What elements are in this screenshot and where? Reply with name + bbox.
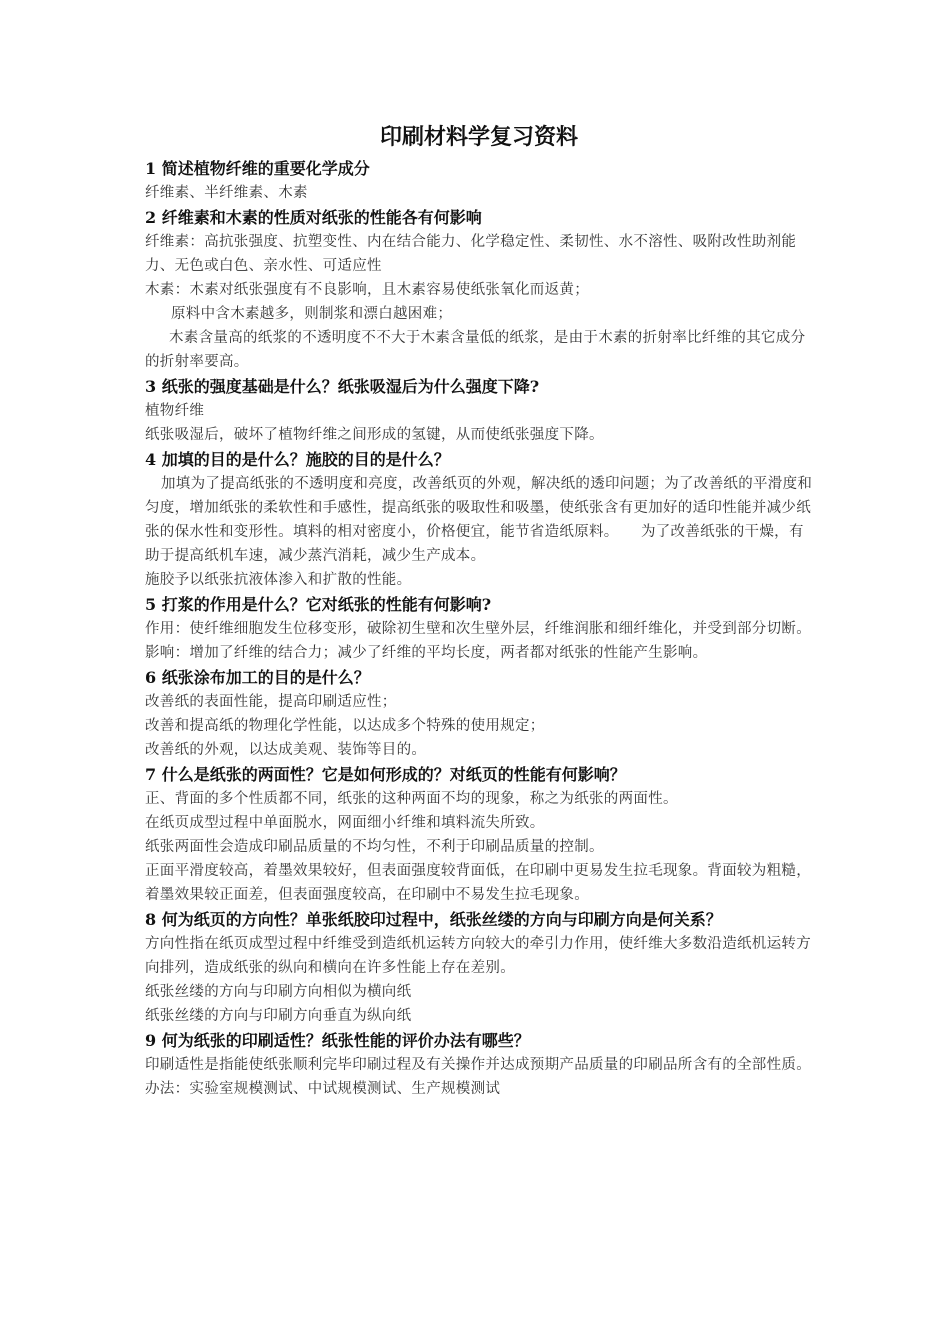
answer-paragraph: 纤维素、半纤维素、木素: [145, 185, 308, 201]
answer-paragraph: 加填为了提高纸张的不透明度和亮度，改善纸页的外观，解决纸的透印问题；为了改善纸的平滑度和匀度，增加纸张的柔软性和手感性，提高纸张的吸取性和吸墨，使纸张含有更加好的适印性能并减少纸张的保水性和变形性。填料的相对密度小，价格便宜，能节省造纸原料。 为了改善纸张的干燥，有助于提高纸机车速，减少蒸汽消耗，减少生产成本。: [145, 476, 813, 564]
question-section: [145, 156, 813, 205]
question-section: [145, 907, 813, 1028]
document-content: [145, 118, 813, 1101]
question-heading: 8 何为纸页的方向性？单张纸胶印过程中，纸张丝缕的方向与印刷方向是何关系？: [145, 910, 722, 929]
answer-paragraph: 木素：木素对纸张强度有不良影响，且木素容易使纸张氧化而返黄；: [145, 282, 589, 298]
question-section: [145, 665, 813, 762]
question-section: [145, 205, 813, 374]
answer-paragraph: 改善纸的表面性能，提高印刷适应性；: [145, 694, 397, 710]
question-heading: 5 打浆的作用是什么？它对纸张的性能有何影响?: [145, 595, 492, 614]
question-section: [145, 592, 813, 665]
answer-paragraph: 改善纸的外观，以达成美观、装饰等目的。: [145, 742, 427, 758]
question-heading: 1 简述植物纤维的重要化学成分: [145, 159, 370, 178]
answer-paragraph: 印刷适性是指能使纸张顺利完毕印刷过程及有关操作并达成预期产品质量的印刷品所含有的全部性质。: [145, 1057, 811, 1073]
question-heading: 4 加填的目的是什么？施胶的目的是什么？: [145, 450, 450, 469]
question-section: [145, 374, 813, 447]
answer-paragraph: 作用：使纤维细胞发生位移变形，破除初生壁和次生壁外层，纤维润胀和细纤维化，并受到部分切断。: [145, 621, 811, 637]
answer-paragraph: 木素含量高的纸浆的不透明度不不大于木素含量低的纸浆，是由于木素的折射率比纤维的其它成分的折射率要高。: [145, 330, 806, 370]
question-heading: 6 纸张涂布加工的目的是什么？: [145, 668, 370, 687]
answer-paragraph: 正、背面的多个性质都不同，纸张的这种两面不均的现象，称之为纸张的两面性。: [145, 791, 678, 807]
question-heading: 2 纤维素和木素的性质对纸张的性能各有何影响: [145, 208, 482, 227]
question-section: [145, 447, 813, 592]
answer-paragraph: 方向性指在纸页成型过程中纤维受到造纸机运转方向较大的牵引力作用，使纤维大多数沿造纸机运转方向排列，造成纸张的纵向和横向在许多性能上存在差别。: [145, 936, 811, 976]
question-heading: 3 纸张的强度基础是什么？纸张吸湿后为什么强度下降?: [145, 377, 540, 396]
question-section: [145, 762, 813, 907]
answer-paragraph: 植物纤维: [145, 403, 205, 419]
answer-paragraph: 纸张吸湿后，破坏了植物纤维之间形成的氢键，从而使纸张强度下降。: [145, 427, 604, 443]
question-list: [145, 156, 813, 1101]
answer-paragraph: 在纸页成型过程中单面脱水，网面细小纤维和填料流失所致。: [145, 815, 545, 831]
answer-paragraph: 原料中含木素越多，则制浆和漂白越困难；: [171, 306, 453, 322]
question-heading: 7 什么是纸张的两面性？它是如何形成的？对纸页的性能有何影响？: [145, 765, 626, 784]
page-title: 印刷材料学复习资料: [379, 124, 578, 150]
question-section: [145, 1028, 813, 1101]
answer-paragraph: 纸张丝缕的方向与印刷方向相似为横向纸: [145, 984, 412, 1000]
question-heading: 9 何为纸张的印刷适性？纸张性能的评价办法有哪些？: [145, 1031, 530, 1050]
answer-paragraph: 改善和提高纸的物理化学性能，以达成多个特殊的使用规定；: [145, 718, 545, 734]
answer-paragraph: 正面平滑度较高，着墨效果较好，但表面强度较背面低，在印刷中更易发生拉毛现象。背面较为粗糙，着墨效果较正面差，但表面强度较高，在印刷中不易发生拉毛现象。: [145, 863, 811, 903]
answer-paragraph: 纤维素：高抗张强度、抗塑变性、内在结合能力、化学稳定性、柔韧性、水不溶性、吸附改性助剂能力、无色或白色、亲水性、可适应性: [145, 234, 797, 274]
answer-paragraph: 施胶予以纸张抗液体渗入和扩散的性能。: [145, 572, 412, 588]
answer-paragraph: 影响：增加了纤维的结合力；减少了纤维的平均长度，两者都对纸张的性能产生影响。: [145, 645, 708, 661]
answer-paragraph: 纸张丝缕的方向与印刷方向垂直为纵向纸: [145, 1008, 412, 1024]
answer-paragraph: 纸张两面性会造成印刷品质量的不均匀性，不利于印刷品质量的控制。: [145, 839, 604, 855]
answer-paragraph: 办法：实验室规模测试、中试规模测试、生产规模测试: [145, 1081, 501, 1097]
